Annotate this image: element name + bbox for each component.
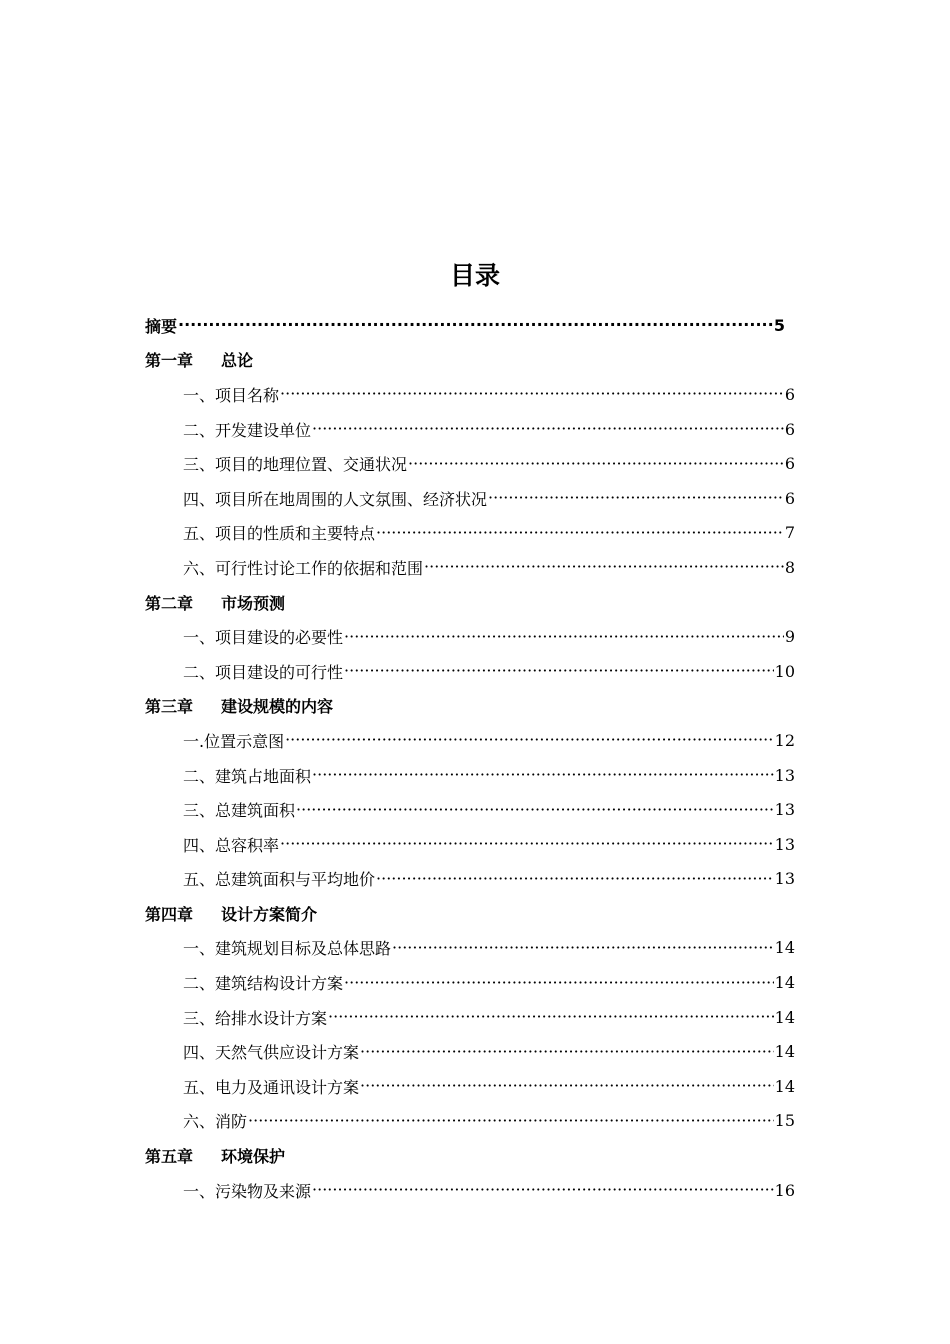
- toc-chapter-5[interactable]: [0, 1138, 950, 1173]
- toc-entry-page: 13: [774, 869, 795, 889]
- toc-entry-page: 6: [784, 384, 795, 404]
- toc-entry-label: 二、开发建设单位: [183, 420, 312, 440]
- dot-leader: [280, 835, 774, 853]
- toc-entry[interactable]: [0, 377, 795, 412]
- dot-leader: [285, 731, 774, 749]
- toc-entry-page: 10: [774, 661, 795, 681]
- toc-entry-label: 五、电力及通讯设计方案: [183, 1077, 360, 1097]
- toc-entry-page: 16: [774, 1180, 795, 1200]
- toc-entry-page: 15: [774, 1111, 795, 1131]
- dot-leader: [424, 558, 784, 576]
- toc-entry-label: 五、总建筑面积与平均地价: [183, 870, 376, 890]
- toc-entry[interactable]: [0, 619, 795, 654]
- dot-leader: [344, 662, 774, 680]
- toc-entry[interactable]: [0, 1173, 795, 1208]
- toc-entry-page: 13: [774, 800, 795, 820]
- toc-entry-label: 三、总建筑面积: [183, 801, 296, 821]
- dot-leader: [344, 628, 784, 646]
- toc-chapter-4[interactable]: [0, 896, 950, 931]
- toc-entry[interactable]: [0, 792, 795, 827]
- toc-entry-page: 6: [784, 419, 795, 439]
- toc-entry-page: 13: [774, 834, 795, 854]
- dot-leader: [408, 455, 784, 473]
- dot-leader: [344, 974, 774, 992]
- dot-leader: [312, 766, 774, 784]
- dot-leader: [312, 1181, 774, 1199]
- toc-entry[interactable]: [0, 1069, 795, 1104]
- toc-chapter-1[interactable]: [0, 343, 950, 378]
- toc-entry[interactable]: [0, 446, 795, 481]
- toc-entry-page: 14: [774, 1042, 795, 1062]
- dot-leader: [178, 316, 773, 334]
- chapter-name: 市场预测: [221, 593, 286, 613]
- toc-chapter-3[interactable]: [0, 689, 950, 724]
- toc-entry-label: 二、项目建设的可行性: [183, 662, 344, 682]
- toc-entry[interactable]: [0, 654, 795, 689]
- toc-entry-label: 一、污染物及来源: [183, 1181, 312, 1201]
- dot-leader: [488, 489, 784, 507]
- page-title: 目录: [449, 261, 500, 290]
- toc-entry-label: 四、项目所在地周围的人文氛围、经济状况: [183, 489, 488, 509]
- toc-entry-page: 14: [774, 938, 795, 958]
- toc-entry[interactable]: [0, 931, 795, 966]
- dot-leader: [360, 1043, 774, 1061]
- dot-leader: [296, 801, 774, 819]
- toc-entry-label: 二、建筑占地面积: [183, 766, 312, 786]
- toc-entry-label: 一、建筑规划目标及总体思路: [183, 939, 392, 959]
- toc-entry-page: 9: [784, 627, 795, 647]
- chapter-number: 第三章: [145, 697, 194, 717]
- toc-entry-label: 三、给排水设计方案: [183, 1008, 328, 1028]
- chapter-number: 第二章: [145, 593, 194, 613]
- toc-entry[interactable]: [0, 412, 795, 447]
- toc-entry-label: 六、可行性讨论工作的依据和范围: [183, 558, 424, 578]
- toc-entry-page: 6: [784, 488, 795, 508]
- toc-entry[interactable]: [0, 550, 795, 585]
- toc-entry-label: 六、消防: [183, 1112, 248, 1132]
- dot-leader: [376, 524, 784, 542]
- toc-entry-label: 摘要: [145, 316, 178, 336]
- chapter-number: 第一章: [145, 351, 194, 371]
- toc-entry-page: 14: [774, 1076, 795, 1096]
- toc-entry-label: 一、项目建设的必要性: [183, 628, 344, 648]
- table-of-contents: [0, 308, 950, 1207]
- toc-entry-abstract[interactable]: [0, 308, 785, 343]
- dot-leader: [312, 420, 784, 438]
- toc-entry[interactable]: [0, 1000, 795, 1035]
- chapter-name: 总论: [221, 351, 254, 371]
- toc-entry-page: 12: [774, 730, 795, 750]
- toc-entry-label: 一.位置示意图: [183, 731, 285, 751]
- toc-entry[interactable]: [0, 862, 795, 897]
- toc-entry-label: 四、天然气供应设计方案: [183, 1043, 360, 1063]
- chapter-name: 建设规模的内容: [221, 697, 334, 717]
- toc-entry-page: 8: [784, 557, 795, 577]
- chapter-number: 第四章: [145, 904, 194, 924]
- toc-entry-label: 一、项目名称: [183, 385, 280, 405]
- toc-entry[interactable]: [0, 481, 795, 516]
- toc-entry-page: 13: [774, 765, 795, 785]
- toc-entry-page: 14: [774, 973, 795, 993]
- toc-entry[interactable]: [0, 827, 795, 862]
- toc-entry-page: 14: [774, 1007, 795, 1027]
- toc-entry-label: 四、总容积率: [183, 835, 280, 855]
- toc-entry-label: 二、建筑结构设计方案: [183, 974, 344, 994]
- chapter-name: 环境保护: [221, 1147, 286, 1167]
- toc-entry[interactable]: [0, 758, 795, 793]
- toc-entry-page: 7: [784, 523, 795, 543]
- toc-entry-label: 三、项目的地理位置、交通状况: [183, 455, 408, 475]
- toc-entry-label: 五、项目的性质和主要特点: [183, 524, 376, 544]
- toc-entry[interactable]: [0, 516, 795, 551]
- toc-entry-page: 5: [773, 315, 785, 335]
- toc-entry[interactable]: [0, 1104, 795, 1139]
- toc-entry-page: 6: [784, 454, 795, 474]
- dot-leader: [248, 1112, 774, 1130]
- toc-chapter-2[interactable]: [0, 585, 950, 620]
- dot-leader: [360, 1077, 774, 1095]
- toc-entry[interactable]: [0, 1034, 795, 1069]
- toc-entry[interactable]: [0, 965, 795, 1000]
- dot-leader: [392, 939, 774, 957]
- chapter-name: 设计方案简介: [221, 904, 318, 924]
- chapter-number: 第五章: [145, 1147, 194, 1167]
- dot-leader: [328, 1008, 774, 1026]
- dot-leader: [280, 385, 784, 403]
- dot-leader: [376, 870, 774, 888]
- toc-entry[interactable]: [0, 723, 795, 758]
